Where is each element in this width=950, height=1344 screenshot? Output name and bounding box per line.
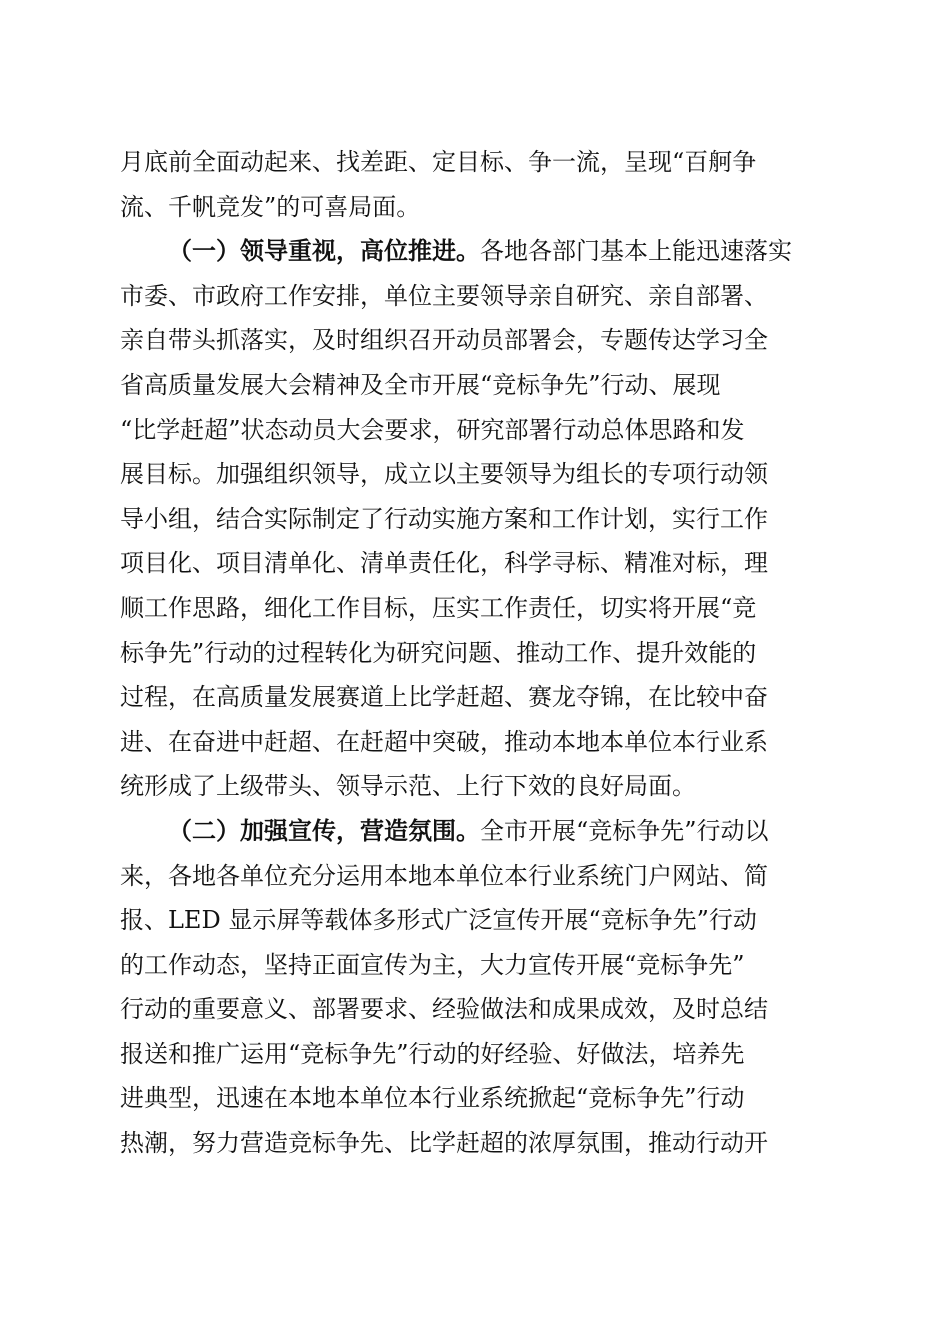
text-line: 标争先”行动的过程转化为研究问题、推动工作、提升效能的: [120, 638, 757, 667]
text-line: 的工作动态，坚持正面宣传为主，大力宣传开展“竞标争先”: [120, 950, 745, 979]
text-line: 来，各地各单位充分运用本地本单位本行业系统门户网站、简: [120, 861, 768, 890]
text-line: 全市开展“竞标争先”行动以: [480, 816, 769, 845]
text-line: “比学赶超”状态动员大会要求，研究部署行动总体思路和发: [120, 415, 745, 444]
text-line: 流、千帆竞发”的可喜局面。: [120, 192, 421, 221]
text-line: 热潮，努力营造竞标争先、比学赶超的浓厚氛围，推动行动开: [120, 1129, 768, 1158]
text-line: 过程，在高质量发展赛道上比学赶超、赛龙夺锦，在比较中奋: [120, 683, 768, 712]
text-line: 统形成了上级带头、领导示范、上行下效的良好局面。: [120, 772, 696, 801]
text-line: 顺工作思路，细化工作目标，压实工作责任，切实将开展“竞: [120, 593, 757, 622]
text-line: 市委、市政府工作安排，单位主要领导亲自研究、亲自部署、: [120, 281, 768, 310]
text-line: 进、在奋进中赶超、在赶超中突破，推动本地本单位本行业系: [120, 727, 768, 756]
text-line: 月底前全面动起来、找差距、定目标、争一流，呈现“百舸争: [120, 148, 757, 176]
section-heading-1: （一）领导重视，高位推进。: [168, 236, 480, 266]
paragraph-continuation: [120, 140, 825, 229]
text-line: 省高质量发展大会精神及全市开展“竞标争先”行动、展现: [120, 370, 721, 399]
paragraph-leadership: [120, 229, 825, 809]
text-line: 展目标。加强组织领导，成立以主要领导为组长的专项行动领: [120, 460, 768, 489]
section-heading-2: （二）加强宣传，营造氛围。: [168, 815, 480, 845]
text-line: 导小组，结合实际制定了行动实施方案和工作计划，实行工作: [120, 504, 768, 533]
text-line: 进典型，迅速在本地本单位本行业系统掀起“竞标争先”行动: [120, 1084, 745, 1113]
text-line: 项目化、项目清单化、清单责任化，科学寻标、精准对标，理: [120, 549, 768, 578]
text-line: 报送和推广运用“竞标争先”行动的好经验、好做法，培养先: [120, 1039, 745, 1068]
text-line: 报、LED 显示屏等载体多形式广泛宣传开展“竞标争先”行动: [120, 906, 757, 935]
paragraph-publicity: [120, 809, 825, 1166]
text-line: 亲自带头抓落实，及时组织召开动员部署会，专题传达学习全: [120, 326, 768, 355]
text-line: 行动的重要意义、部署要求、经验做法和成果成效，及时总结: [120, 995, 768, 1024]
text-line: 各地各部门基本上能迅速落实: [480, 237, 792, 266]
document-body: [120, 140, 825, 1166]
